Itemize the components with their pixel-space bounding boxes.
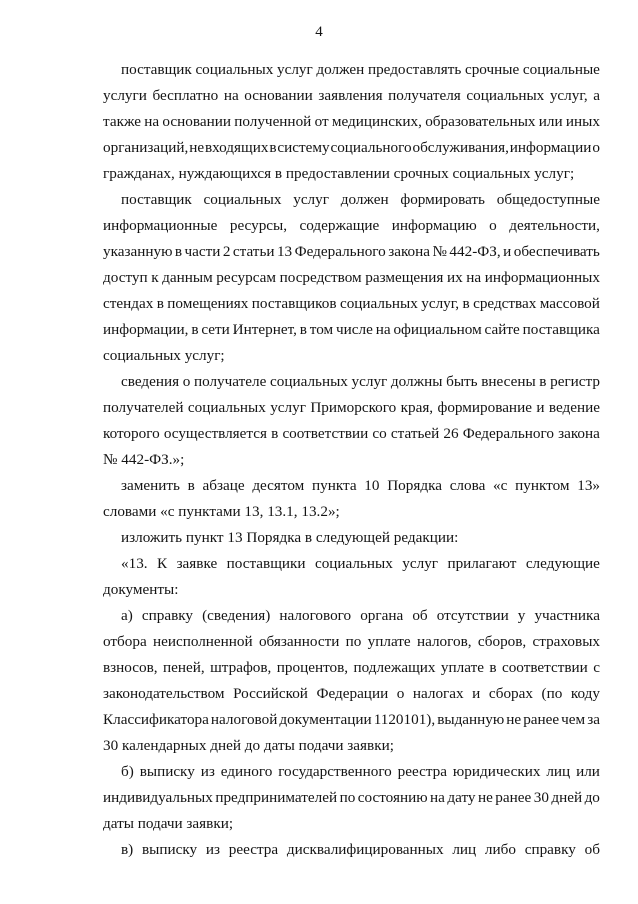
text-line: информации, в сети Интернет, в том числе на официальном сайте поставщика — [103, 321, 600, 338]
text-line: получателей социальных услуг Приморского края, формирование и ведение — [103, 399, 600, 416]
text-line: изложить пункт 13 Порядка в следующей редакции: — [121, 529, 459, 546]
text-line: Классификатора налоговой документации 1120101), выданную не ранее чем за — [103, 711, 600, 728]
text-line: а) справку (сведения) налогового органа об отсутствии у участника — [121, 607, 600, 624]
text-line: словами «с пунктами 13, 13.1, 13.2»; — [103, 503, 340, 520]
text-line: взносов, пеней, штрафов, процентов, подлежащих уплате в соответствии с — [103, 659, 600, 676]
text-line: указанную в части 2 статьи 13 Федерального закона № 442-ФЗ, и обеспечивать — [103, 243, 600, 260]
text-line: также на основании полученной от медицинских, образовательных или иных — [103, 113, 600, 130]
text-line: социальных услуг; — [103, 347, 225, 364]
text-line: даты подачи заявки; — [103, 815, 234, 832]
text-line: б) выписку из единого государственного реестра юридических лиц или — [121, 763, 600, 780]
text-line: стендах в помещениях поставщиков социальных услуг, в средствах массовой — [103, 295, 600, 312]
text-line: гражданах, нуждающихся в предоставлении срочных социальных услуг; — [103, 165, 575, 182]
page-number: 4 — [315, 24, 323, 40]
text-line: доступ к данным ресурсам посредством размещения их на информационных — [103, 269, 600, 286]
text-line: поставщик социальных услуг должен формировать общедоступные — [121, 191, 600, 208]
text-line: законодательством Российской Федерации о налогах и сборах (по коду — [103, 685, 600, 702]
text-line: 30 календарных дней до даты подачи заявки; — [103, 737, 394, 754]
text-line: «13. К заявке поставщики социальных услуг прилагают следующие — [121, 555, 600, 572]
text-line: поставщик социальных услуг должен предоставлять срочные социальные — [121, 61, 600, 78]
text-line: в) выписку из реестра дисквалифицированных лиц либо справку об — [121, 841, 600, 858]
text-line: услуги бесплатно на основании заявления получателя социальных услуг, а — [103, 87, 600, 104]
text-line: документы: — [103, 581, 179, 598]
text-line: отбора неисполненной обязанности по уплате налогов, сборов, страховых — [103, 633, 600, 650]
text-line: которого осуществляется в соответствии со статьей 26 Федерального закона — [103, 425, 600, 442]
text-line: заменить в абзаце десятом пункта 10 Порядка слова «с пунктом 13» — [121, 477, 600, 494]
text-line: № 442-ФЗ.»; — [103, 451, 185, 468]
text-line: организаций, не входящих в систему социального обслуживания, информации о — [103, 139, 600, 156]
text-line: индивидуальных предпринимателей по состоянию на дату не ранее 30 дней до — [103, 789, 600, 806]
text-line: информационные ресурсы, содержащие информацию о деятельности, — [103, 217, 600, 234]
text-line: сведения о получателе социальных услуг должны быть внесены в регистр — [121, 373, 600, 390]
